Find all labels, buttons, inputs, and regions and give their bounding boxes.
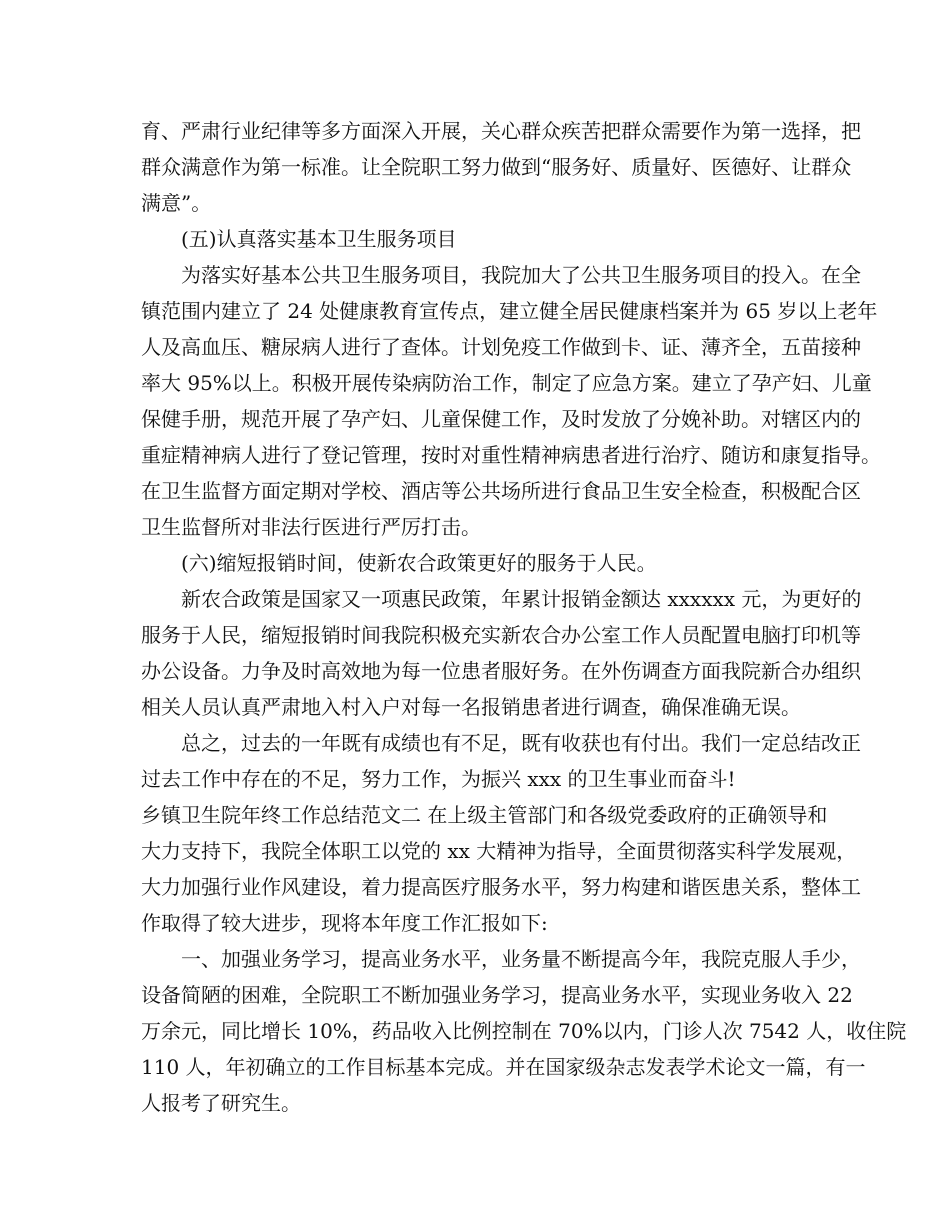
document-body	[141, 113, 907, 1121]
text-line: 率大 95%以上。积极开展传染病防治工作，制定了应急方案。建立了孕产妇、儿童	[141, 371, 872, 395]
text-line: 保健手册，规范开展了孕产妇、儿童保健工作，及时发放了分娩补助。对辖区内的	[141, 407, 861, 431]
text-line: 一、加强业务学习，提高业务水平，业务量不断提高今年，我院克服人手少，	[181, 947, 861, 971]
text-line: 大力加强行业作风建设，着力提高医疗服务水平，努力构建和谐医患关系，整体工	[141, 875, 861, 899]
text-line: 作取得了较大进步，现将本年度工作汇报如下:	[141, 911, 548, 935]
text-line: 人及高血压、糖尿病人进行了查体。计划免疫工作做到卡、证、薄齐全，五苗接种	[141, 335, 861, 359]
text-line: 过去工作中存在的不足，努力工作，为振兴 xxx 的卫生事业而奋斗!	[141, 767, 736, 791]
text-line: 在卫生监督方面定期对学校、酒店等公共场所进行食品卫生安全检查，积极配合区	[141, 479, 861, 503]
text-line: 设备简陋的困难，全院职工不断加强业务学习，提高业务水平，实现业务收入 22	[141, 983, 853, 1007]
text-line: 万余元，同比增长 10%，药品收入比例控制在 70%以内，门诊人次 7542 人，收住院	[141, 1019, 907, 1043]
text-line: 育、严肃行业纪律等多方面深入开展，关心群众疾苦把群众需要作为第一选择，把	[141, 119, 861, 143]
text-line: 110 人，年初确立的工作目标基本完成。并在国家级杂志发表学术论文一篇，有一	[141, 1055, 866, 1079]
text-line: 满意”。	[141, 191, 212, 215]
text-line: 为落实好基本公共卫生服务项目，我院加大了公共卫生服务项目的投入。在全	[181, 263, 861, 287]
text-line: 相关人员认真严肃地入村入户对每一名报销患者进行调查，确保准确无误。	[141, 695, 801, 719]
text-line: 服务于人民，缩短报销时间我院积极充实新农合办公室工作人员配置电脑打印机等	[141, 623, 861, 647]
text-line: 办公设备。力争及时高效地为每一位患者服好务。在外伤调查方面我院新合办组织	[141, 659, 861, 683]
text-line: 乡镇卫生院年终工作总结范文二 在上级主管部门和各级党委政府的正确领导和	[141, 803, 828, 827]
text-line: 总之，过去的一年既有成绩也有不足，既有收获也有付出。我们一定总结改正	[181, 731, 861, 755]
text-line: (六)缩短报销时间，使新农合政策更好的服务于人民。	[181, 551, 657, 575]
text-line: 重症精神病人进行了登记管理，按时对重性精神病患者进行治疗、随访和康复指导。	[141, 443, 881, 467]
text-line: 大力支持下，我院全体职工以党的 xx 大精神为指导，全面贯彻落实科学发展观，	[141, 839, 857, 863]
text-line: 新农合政策是国家又一项惠民政策，年累计报销金额达 xxxxxx 元，为更好的	[181, 587, 862, 611]
text-line: 镇范围内建立了 24 处健康教育宣传点，建立健全居民健康档案并为 65 岁以上老年	[141, 299, 878, 323]
text-line: 群众满意作为第一标准。让全院职工努力做到“服务好、质量好、医德好、让群众	[141, 155, 852, 179]
text-line: (五)认真落实基本卫生服务项目	[181, 227, 457, 251]
text-line: 人报考了研究生。	[141, 1091, 301, 1115]
text-line: 卫生监督所对非法行医进行严厉打击。	[141, 515, 481, 539]
